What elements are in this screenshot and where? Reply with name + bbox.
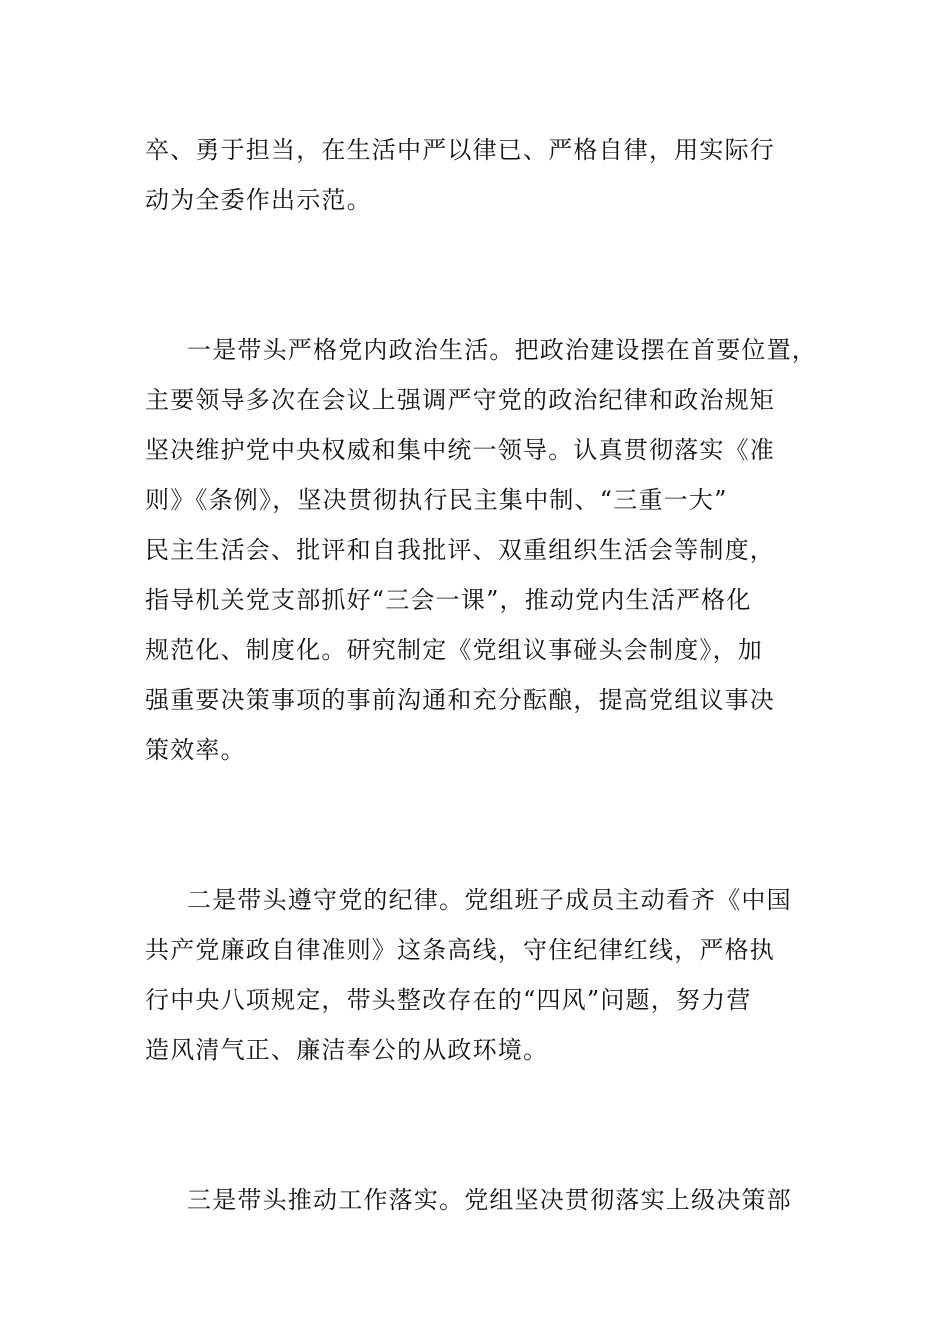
paragraph-2-line-9: 策效率。 xyxy=(145,736,246,764)
paragraph-2-line-4: 则》《条例》，坚决贯彻执行民主集中制、“三重一大” xyxy=(145,486,728,514)
paragraph-2-line-1: 一是带头严格党内政治生活。把政治建设摆在首要位置， xyxy=(187,336,817,364)
paragraph-2-line-3: 坚决维护党中央权威和集中统一领导。认真贯彻落实《准 xyxy=(145,436,775,464)
paragraph-3-line-1: 二是带头遵守党的纪律。党组班子成员主动看齐《中国 xyxy=(187,886,792,914)
paragraph-4-line-1: 三是带头推动工作落实。党组坚决贯彻落实上级决策部 xyxy=(187,1186,792,1214)
paragraph-3-line-4: 造风清气正、廉洁奉公的从政环境。 xyxy=(145,1036,549,1064)
paragraph-2-line-8: 强重要决策事项的事前沟通和充分酝酿，提高党组议事决 xyxy=(145,686,775,714)
paragraph-1-line-1: 卒、勇于担当，在生活中严以律已、严格自律，用实际行 xyxy=(145,136,775,164)
paragraph-1-line-2: 动为全委作出示范。 xyxy=(145,186,372,214)
paragraph-2-line-7: 规范化、制度化。研究制定《党组议事碰头会制度》，加 xyxy=(145,636,763,664)
paragraph-2-line-2: 主要领导多次在会议上强调严守党的政治纪律和政治规矩 xyxy=(145,386,775,414)
paragraph-3-line-3: 行中央八项规定，带头整改存在的“四风”问题，努力营 xyxy=(145,986,752,1014)
paragraph-2-line-5: 民主生活会、批评和自我批评、双重组织生活会等制度， xyxy=(145,536,775,564)
paragraph-3-line-2: 共产党廉政自律准则》这条高线，守住纪律红线，严格执 xyxy=(145,936,775,964)
paragraph-2-line-6: 指导机关党支部抓好“三会一课”，推动党内生活严格化 xyxy=(145,586,752,614)
